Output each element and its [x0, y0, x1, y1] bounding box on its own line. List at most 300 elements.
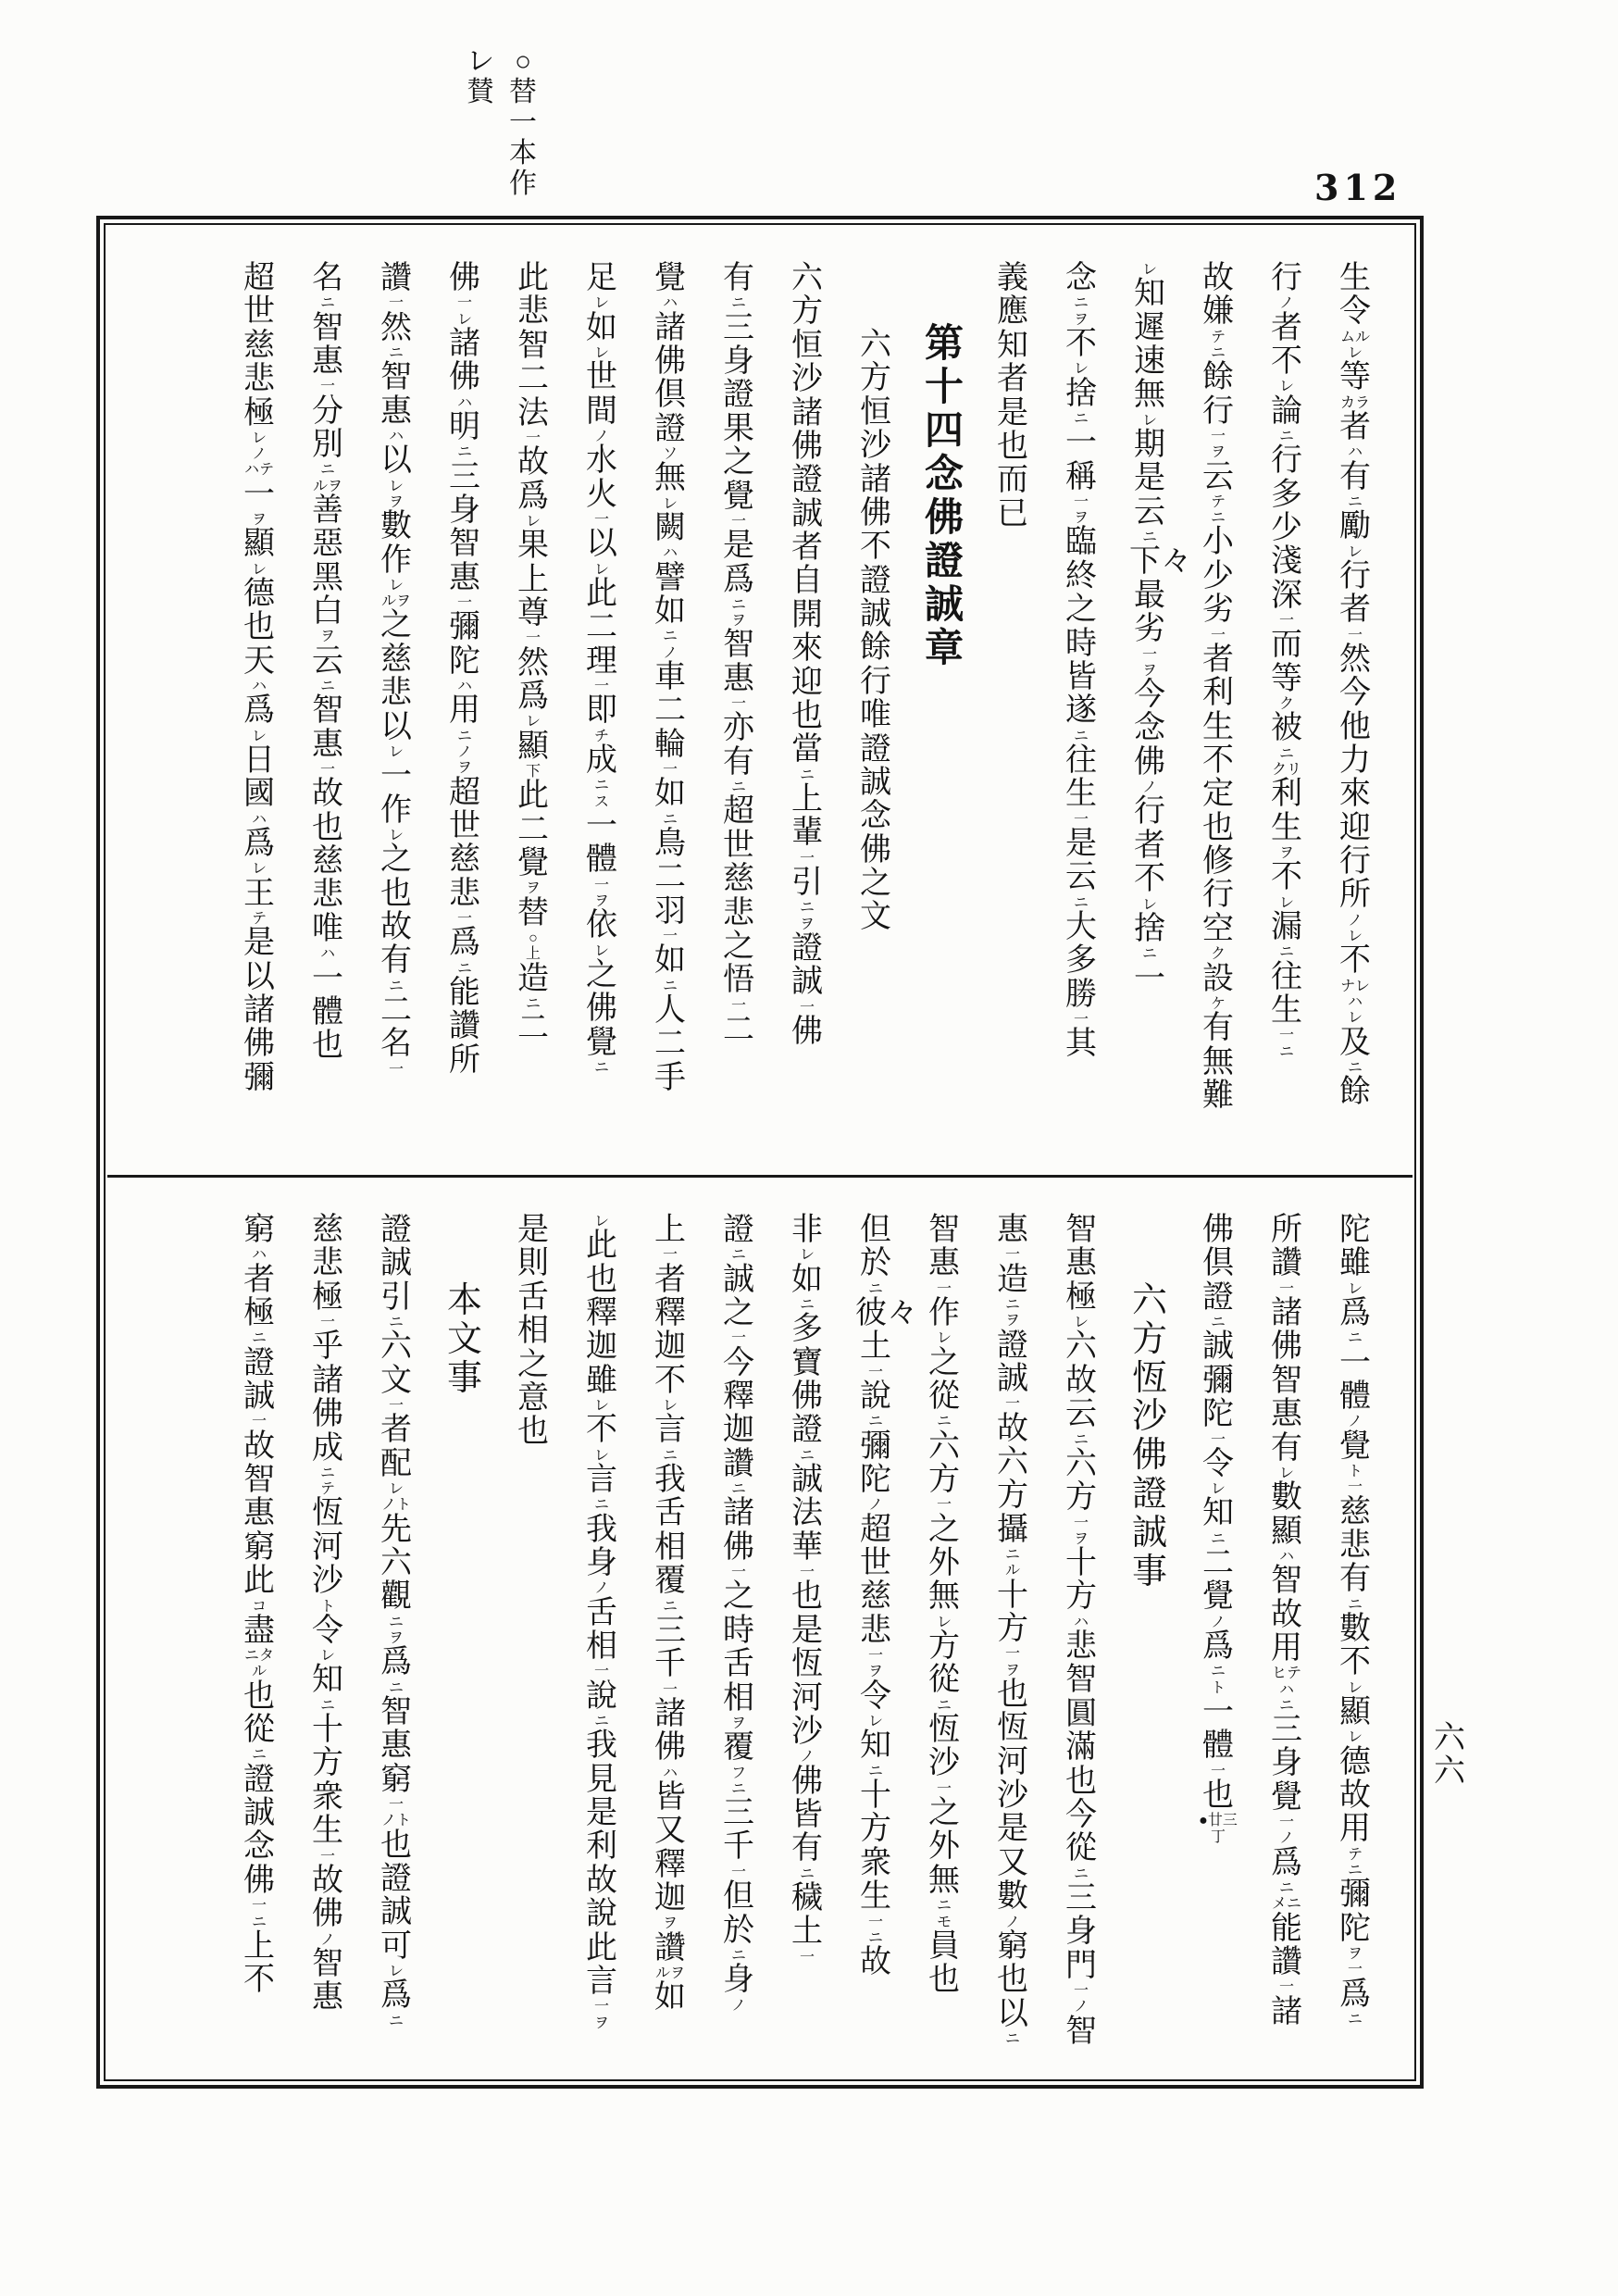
kaeriten-mark: クリ [1271, 762, 1301, 779]
kaeriten-mark: ニ [730, 780, 746, 796]
kaeriten-mark: 一 [251, 1414, 267, 1430]
kaeriten-mark: ケ [1210, 995, 1226, 1012]
kaeriten-mark: 一 [1347, 1479, 1363, 1496]
kaeriten-mark: レ [388, 743, 404, 760]
text-column: 足 レ 如 レ 世間 ノ 水火 一 以 レ 此二理 一 即 チ 成 ニ ス 一體 一 ヲ 依 レ 之佛覺 ニ [581, 262, 622, 1171]
kaeriten-mark: ニ [251, 1914, 267, 1930]
text-frame [96, 216, 1424, 2089]
kaeriten-mark: ニ [456, 444, 472, 461]
kaeriten-mark: 一 [1278, 1028, 1294, 1044]
text-column: 超世慈悲極 レ ノ ハテ 一 ヲ 顯 レ 德也天 ハ 爲 レ 日國 ハ 爲 レ 王 テ 是以諸佛彌 [239, 262, 280, 1171]
kaeriten-mark: レ [1347, 1010, 1363, 1027]
kaeriten-mark: 一 [1073, 1983, 1089, 2000]
kaeriten-mark: 一 [319, 1848, 335, 1865]
text-column: 六方恒沙諸佛證誠者自開來迎也當 ニ 上輩 一 引 ニ ヲ 證誠 一 佛 [787, 262, 828, 1171]
kaeriten-mark: 一 [1073, 1515, 1089, 1531]
kaeriten-mark: 一 [730, 513, 746, 530]
kaeriten-mark: 一 [662, 1247, 678, 1264]
kaeriten-mark: 一 [593, 1999, 609, 2015]
kaeriten-mark: 一 [525, 430, 541, 446]
kaeriten-mark: ニ [388, 1315, 404, 1331]
kaeriten-mark: ハ [456, 394, 472, 411]
kaeriten-mark: レ [593, 561, 609, 578]
kaeriten-mark: ニ [1073, 295, 1089, 312]
kaeriten-mark: レ [593, 1447, 609, 1464]
kaeriten-mark: フ [730, 1765, 746, 1781]
kaeriten-mark: ニ [662, 978, 678, 994]
kaeriten-mark: ニ [799, 1447, 815, 1464]
kaeriten-mark: ニ [388, 978, 404, 994]
kaeriten-mark: 一 [1278, 613, 1294, 630]
kaeriten-mark: ニ [1073, 728, 1089, 744]
kaeriten-mark: ノ [593, 429, 609, 445]
text-column: 行 ノ 者不 レ 論 ニ 行多少淺深 一 而等 ク 被 ニ クリ 利生 ヲ 不 レ 漏 ニ 往生 一 ニ [1266, 262, 1307, 1171]
kaeriten-mark: ハ [1347, 444, 1363, 461]
kaeriten-mark: ハ [251, 1247, 267, 1264]
kaeriten-mark: ニ [662, 811, 678, 828]
kaeriten-mark: ハ [251, 811, 267, 828]
kaeriten-mark: ノ [1347, 1414, 1363, 1430]
kaeriten-mark: ニ [1141, 530, 1157, 546]
kaeriten-mark: ノ [319, 1931, 335, 1948]
kaeriten-mark: 一 [867, 1914, 883, 1930]
kaeriten-mark: ニ [662, 1447, 678, 1464]
text-column: 念 ニ ヲ 不 レ 捨 ニ 一稱 一 ヲ 臨終之時皆遂 ニ 往生 一 是云 ニ 大多勝 一 其 [1061, 262, 1101, 1171]
kaeriten-mark: レ [593, 1398, 609, 1415]
kaeriten-mark: ニ [319, 1465, 335, 1481]
kaeriten-mark: ニ [1004, 2030, 1020, 2047]
text-column: 智惠極 レ 六故云 ニ 六方 一 ヲ 十方 ハ 悲智圓滿也今從 ニ 三身門 一 ノ 智 [1061, 1214, 1101, 2080]
text-column: 生令 ムル レ 等 カラ 者 ハ 有 ニ 勵 レ 行者 一 然今他力來迎行所 ノ レ 不 ナレハ レ 及 ニ 餘 [1335, 262, 1375, 1171]
kaeriten-mark: レ [1278, 1465, 1294, 1481]
kaeriten-mark: レ [662, 495, 678, 512]
kaeriten-mark: 一 [388, 295, 404, 312]
text-column: 但於 ニ 彼々土 一 說 ニ 彌陀 ノ 超世慈悲 一 ヲ 令 レ 知 ニ 十方衆生 一 ニ 故 [855, 1213, 918, 1980]
kaeriten-mark: ニ [388, 1614, 404, 1630]
kaeriten-mark: ヲ [1073, 510, 1089, 527]
kaeriten-mark: ニ [388, 345, 404, 362]
kaeriten-mark: ク [1210, 946, 1226, 963]
kaeriten-mark: ナレハ [1340, 978, 1370, 1011]
lower-text-block [115, 1182, 1405, 2080]
kaeriten-mark: レ [525, 513, 541, 530]
text-column: 上 一 者釋迦不 レ 言 ニ 我舌相覆 ニ 三千 一 諸佛 ハ 皆又釋迦 ヲ 讚 ルヲ 如 [650, 1214, 691, 2080]
text-column: 是則舌相之意也 [517, 1213, 549, 1450]
kaeriten-mark: 一 [1278, 1280, 1294, 1297]
text-column: 覺 ハ 諸佛倶證 ソ 無 レ 闕 ハ 譬如 ニ ノ 車二輪 一 如 ニ 鳥二羽 一 如 ニ 人二手 [650, 262, 691, 1171]
kaeriten-mark: ト [1347, 1464, 1363, 1480]
kaeriten-mark: 一 [867, 1648, 883, 1665]
kaeriten-mark: ニ [1278, 1697, 1294, 1714]
kaeriten-mark: テ [1210, 329, 1226, 345]
text-column: 慈悲極 一 乎諸佛成 ニ テ 恆河沙 ト 令 レ 知 ニ 十方衆生 一 故佛 ノ 智惠 [307, 1214, 348, 2080]
kaeriten-mark: ソ [662, 446, 678, 463]
kaeriten-mark: レ [388, 577, 404, 593]
kaeriten-mark: 一 [1210, 1763, 1226, 1779]
kaeriten-mark: ニ [251, 1747, 267, 1764]
kaeriten-mark: ニ [936, 1898, 952, 1915]
kaeriten-mark: ヲ [1210, 444, 1226, 461]
kaeriten-mark: 一 [936, 1497, 952, 1514]
kaeriten-mark: ノ [456, 743, 472, 760]
kaeriten-mark: ニ [1073, 1866, 1089, 1882]
kaeriten-mark: ヲ [730, 613, 746, 630]
kaeriten-mark: ニ [593, 1714, 609, 1730]
text-column: 讚 一 然 ニ 智惠 ハ 以 レ ヲ 數作 レ ルヲ 之慈悲以 レ 一作 レ 之也故有 ニ 二名 一 [376, 262, 417, 1171]
kaeriten-mark: 一 [799, 1949, 815, 1965]
kaeriten-mark: ハテ [243, 462, 274, 479]
kaeriten-mark: レ [251, 561, 267, 578]
kaeriten-mark: 一 [1073, 1012, 1089, 1029]
kaeriten-mark: レ [1347, 1280, 1363, 1297]
kaeriten-mark: ニ [730, 596, 746, 613]
kaeriten-mark: ハ [1073, 1614, 1089, 1630]
kaeriten-mark: ヲ [388, 493, 404, 510]
text-column: 智惠 一 作 レ 之從 ニ 六方 一 之外無 レ 方從 ニ 恆沙 一 之外無 ニ モ 員也 [924, 1214, 965, 2080]
kaeriten-mark: ニ [1347, 1059, 1363, 1076]
kaeriten-mark: レ [1278, 379, 1294, 395]
kaeriten-mark: レ [593, 295, 609, 312]
kaeriten-mark: ニ [593, 778, 609, 794]
text-column: レ 此也釋迦雖 レ 不 レ 言 ニ 我身 ノ 舌相 一 說 ニ 我見是利故說此言 一 ヲ [581, 1214, 622, 2080]
kaeriten-mark: ニ [867, 1280, 883, 1297]
kaeriten-mark: ヲ [251, 512, 267, 529]
kaeriten-mark: 一 [593, 1664, 609, 1680]
kaeriten-mark: ノ [251, 446, 267, 463]
kaeriten-mark: 一 [799, 850, 815, 867]
kaeriten-mark: 一 [593, 877, 609, 893]
kaeriten-mark: コ [251, 1598, 267, 1615]
kaeriten-mark: ニ [319, 1697, 335, 1714]
kaeriten-mark: レ [1141, 262, 1157, 278]
kaeriten-mark: ノ [1347, 912, 1363, 929]
kaeriten-mark: ハ [251, 679, 267, 695]
kaeriten-mark: レ [799, 1247, 815, 1264]
kaeriten-mark: レ [593, 345, 609, 362]
kaeriten-mark: 一 [1210, 429, 1226, 445]
kaeriten-mark: 下 [525, 763, 541, 780]
kaeriten-mark: 一 [525, 630, 541, 647]
text-column: 此悲智二法 一 故爲 レ 果上尊 一 然爲 レ 顯 下 此二覺 ヲ 替 ○ 上 造 ニ 二 [513, 262, 554, 1171]
text-column: 有 ニ 三身證果之覺 一 是爲 ニ ヲ 智惠 一 亦有 ニ 超世慈悲之悟 一 二 [718, 262, 759, 1171]
text-column: 惠 一 造 ニ ヲ 證誠 一 故六方攝 ニ ル 十方 一 ヲ 也恆河沙是又數 ノ 窮也以 ニ [992, 1214, 1033, 2080]
kaeriten-mark: 一 [1278, 1815, 1294, 1831]
kaeriten-mark: レ [319, 1648, 335, 1665]
kaeriten-mark: ニ [1073, 1431, 1089, 1448]
kaeriten-mark: レ [1347, 1679, 1363, 1696]
kaeriten-mark: ハ [388, 429, 404, 445]
kaeriten-mark: ニ [319, 295, 335, 312]
kaeriten-mark: ル [1004, 1563, 1020, 1579]
kaeriten-mark: ニ [388, 1679, 404, 1696]
kaeriten-mark: チ [593, 728, 609, 744]
kaeriten-mark: レ [1347, 929, 1363, 945]
kaeriten-mark: ト [1210, 1679, 1226, 1696]
kaeriten-mark: 一 [730, 1565, 746, 1581]
kaeriten-mark: ニ [1278, 1043, 1294, 1060]
kaeriten-mark: レ [936, 1330, 952, 1347]
kaeriten-mark: ヲ [1004, 1662, 1020, 1678]
kaeriten-mark: ノ [730, 1997, 746, 2014]
kaeriten-mark: ノ [1073, 1999, 1089, 2015]
kaeriten-mark: ニ [1347, 493, 1363, 510]
kaeriten-mark: ヲ [593, 2015, 609, 2031]
kaeriten-mark: 一 [662, 1681, 678, 1698]
kaeriten-mark: ノ [1278, 295, 1294, 312]
kaeriten-mark: 一 [319, 762, 335, 779]
kaeriten-mark: ク [1278, 696, 1294, 713]
kaeriten-mark: ニ [456, 960, 472, 977]
kaeriten-mark: 一 [1210, 1431, 1226, 1448]
kaeriten-mark: ノ [1004, 1914, 1020, 1930]
kaeriten-mark: ニ [936, 1697, 952, 1714]
kaeriten-mark: テ [251, 911, 267, 928]
kaeriten-mark: 一 [1347, 1962, 1363, 1978]
kaeriten-mark: テ [1210, 493, 1226, 510]
kaeriten-mark: ニ [1210, 510, 1226, 527]
kaeriten-mark: ニ [1004, 1547, 1020, 1564]
collation-note-right-column: ○替一本作 [509, 46, 537, 199]
kaeriten-mark: ニ [319, 462, 335, 479]
text-column: 窮 ハ 者極 ニ 證誠 一 故智惠窮此 コ 盡 ニタル 也從 ニ 證誠念佛 一 ニ 上不 [239, 1214, 280, 2080]
kaeriten-mark: レ [251, 861, 267, 878]
kaeriten-mark: ニ [1278, 1880, 1294, 1897]
text-column: 證誠引 ニ 六文 一 者配 レ ノト 先六觀 ニ ヲ 爲 ニ 智惠窮 一 ノト 也證誠可 レ 爲 ニ [376, 1214, 417, 2080]
kaeriten-mark: 一 [388, 1398, 404, 1415]
kaeriten-mark: ノ [867, 1497, 883, 1514]
kaeriten-mark: レ [1210, 1481, 1226, 1498]
kaeriten-mark: ニ [662, 629, 678, 645]
kaeriten-mark: 一 [1073, 493, 1089, 510]
kaeriten-mark: 一 [1004, 1396, 1020, 1413]
kaeriten-mark: レ [388, 1481, 404, 1498]
text-column: 證 ニ 誠之 一 今釋迦讚 ニ 諸佛 一 之時舌相 ヲ 覆 フ ニ 三千 一 但於 ニ 身 ノ [718, 1214, 759, 2080]
kaeriten-mark: ルヲ [654, 1965, 685, 1981]
kaeriten-mark: ニ [251, 1330, 267, 1347]
kaeriten-mark: 一 [936, 1780, 952, 1797]
kaeriten-mark: ニ [388, 2013, 404, 2029]
kaeriten-mark: 一 [1073, 811, 1089, 828]
kaeriten-mark: ニ [1278, 944, 1294, 961]
kaeriten-mark: ノ [662, 644, 678, 661]
kaeriten-mark: レ [1278, 894, 1294, 911]
text-column: 非 レ 如 ニ 多寶佛證 ニ 誠法華 一 也是恆河沙 ノ 佛皆有 ニ 穢土 一 [787, 1214, 828, 2080]
kaeriten-mark: ニ [730, 1247, 746, 1264]
kaeriten-mark: ニ [456, 728, 472, 744]
kaeriten-mark: 一 [1278, 1979, 1294, 1996]
text-column: 義應知者是也而已 [997, 261, 1028, 531]
kaeriten-mark: レ [467, 46, 494, 77]
kaeriten-mark: 一 [1210, 627, 1226, 643]
kaeriten-mark: 一 [388, 1797, 404, 1814]
header-collation-note [454, 46, 541, 199]
kaeriten-mark: 一 [1141, 646, 1157, 663]
kaeriten-mark: 上 [525, 946, 541, 963]
kaeriten-mark: ニ [799, 1866, 815, 1882]
text-column: 六方恆沙佛證誠事 [1131, 1281, 1167, 1591]
kaeriten-mark: ノ [593, 1580, 609, 1597]
kaeriten-mark: ニ [1347, 1863, 1363, 1879]
kaeriten-mark: 一 [799, 999, 815, 1016]
kaeriten-mark: ノ [1141, 780, 1157, 796]
kaeriten-mark: ノト [380, 1497, 411, 1514]
kaeriten-mark: レ [1073, 1315, 1089, 1331]
kaeriten-mark: ヲ [662, 1915, 678, 1932]
kaeriten-mark: ○ [529, 930, 538, 946]
text-column: 佛倶證 ニ 誠彌陀 一 令 レ 知 ニ 二覺 ノ 爲 ニ ト 一體 一 也 ●廿三丁 [1199, 1213, 1238, 1845]
kaeriten-mark: ハ [662, 1765, 678, 1781]
kaeriten-mark: ルヲ [380, 593, 411, 610]
kaeriten-mark: ニ [1278, 429, 1294, 445]
kaeriten-mark: ヲ [1073, 311, 1089, 328]
kaeriten-mark: ヲ [319, 629, 335, 645]
kaeriten-mark: ヲ [1347, 1946, 1363, 1963]
text-column: レ 知遲速無 レ 期是云 ニ 下々最劣 一 ヲ 今念佛 ノ 行者不 レ 捨 ニ 一 [1129, 262, 1192, 996]
kaeriten-mark: ルヲ [312, 478, 342, 494]
kaeriten-mark: ハ [662, 545, 678, 562]
kaeriten-mark: ハ [662, 295, 678, 312]
kaeriten-mark: ニ [1141, 946, 1157, 963]
text-column: 第十四念佛證誠章 [924, 323, 964, 671]
kaeriten-mark: ニ [1347, 1596, 1363, 1613]
kaeriten-mark: ハ [1278, 1548, 1294, 1565]
kaeriten-mark: ニ [799, 900, 815, 917]
kaeriten-mark: ニ [867, 1414, 883, 1430]
kaeriten-mark: レ [662, 1398, 678, 1415]
kaeriten-mark: ニ [1004, 1297, 1020, 1314]
kaeriten-mark: 一 [1004, 1646, 1020, 1663]
kaeriten-mark: ヲ [456, 760, 472, 777]
kaeriten-mark: テ [319, 1481, 335, 1498]
kaeriten-mark: ニ [867, 1929, 883, 1946]
kaeriten-mark: ニタル [243, 1648, 274, 1680]
kaeriten-mark: ハ [456, 679, 472, 695]
kaeriten-mark: 一 [662, 762, 678, 779]
text-column: 佛 一 レ 諸佛 ハ 明 ニ 三身智惠 一 彌陀 ハ 用 ニ ノ ヲ 超世慈悲 一 爲 ニ 能讚所 [444, 262, 485, 1171]
kaeriten-mark: ニ [867, 1763, 883, 1779]
kaeriten-mark: レ [388, 1964, 404, 1980]
kaeriten-mark: 一 [319, 379, 335, 395]
kaeriten-mark: ニ [593, 1497, 609, 1514]
kaeriten-mark: 一 [867, 1364, 883, 1380]
kaeriten-mark: ヒテハ [1271, 1666, 1301, 1698]
page-number: 312 [1314, 167, 1402, 208]
kaeriten-mark: 一 [456, 595, 472, 612]
kaeriten-mark: レ [1347, 1729, 1363, 1746]
kaeriten-mark: カラ [1339, 394, 1370, 411]
kaeriten-mark: ニ [662, 1598, 678, 1615]
kaeriten-mark: ●廿三丁 [1199, 1813, 1238, 1845]
kaeriten-mark: ニ [1347, 1330, 1363, 1347]
kaeriten-mark: ハ [319, 946, 335, 963]
kaeriten-mark: ニ [936, 1414, 952, 1430]
kaeriten-mark: テ [1347, 1846, 1363, 1863]
kaeriten-mark: 一 [799, 1565, 815, 1581]
kaeriten-mark: レ [1347, 543, 1363, 560]
kaeriten-mark: 一 [388, 1061, 404, 1078]
kaeriten-mark: ヲ [1141, 662, 1157, 679]
kaeriten-mark: 一 [662, 929, 678, 945]
kaeriten-mark: レ [1141, 412, 1157, 429]
kaeriten-mark: 一 [730, 997, 746, 1014]
kaeriten-mark: 一 [456, 295, 472, 312]
kaeriten-mark: レ [867, 1714, 883, 1730]
collation-note-left-column: レ賛 [467, 46, 494, 107]
kaeriten-mark: ニ [799, 767, 815, 783]
kaeriten-mark: 一 [730, 1330, 746, 1347]
kaeriten-mark: ニ [730, 295, 746, 312]
kaeriten-mark: ノト [380, 1813, 411, 1829]
kaeriten-mark: レ [1141, 896, 1157, 913]
kaeriten-mark: ニ [1073, 410, 1089, 427]
kaeriten-mark: ニ [593, 1059, 609, 1076]
margin-folio-label: 六六 [1434, 1721, 1465, 1789]
kaeriten-mark: ノ [799, 1749, 815, 1766]
kaeriten-mark: 一 [1004, 1247, 1020, 1264]
kaeriten-mark: レ [936, 1614, 952, 1630]
kaeriten-mark: レ [456, 311, 472, 328]
kaeriten-mark: モ [936, 1914, 952, 1930]
kaeriten-mark: ニ [1210, 345, 1226, 362]
text-column: 六方恒沙諸佛不證誠餘行唯證誠念佛之文 [860, 328, 891, 935]
kaeriten-mark: レ [1347, 345, 1363, 362]
kaeriten-mark: レ [388, 478, 404, 494]
kaeriten-mark: 一 [251, 1898, 267, 1915]
kaeriten-mark: ニ [1347, 2011, 1363, 2028]
kaeriten-mark: ヲ [1278, 845, 1294, 862]
kaeriten-mark: ○ [514, 46, 532, 77]
kaeriten-mark: レ [525, 714, 541, 730]
kaeriten-mark: ヲ [867, 1664, 883, 1680]
kaeriten-mark: ス [593, 793, 609, 810]
kaeriten-mark: ヲ [1004, 1313, 1020, 1329]
text-column: 陀雖 レ 爲 ニ 一體 ノ 覺 ト 一 慈悲有 ニ 數不 レ 顯 レ 德故用 テ ニ 彌陀 ヲ 一 爲 ニ [1335, 1214, 1375, 2080]
kaeriten-mark: ノ [1210, 1614, 1226, 1630]
kaeriten-mark: ヲ [1073, 1530, 1089, 1547]
block-divider-rule [107, 1175, 1413, 1178]
text-column: 本文事 [446, 1281, 482, 1398]
kaeriten-mark: ニ [1210, 1664, 1226, 1680]
kaeriten-mark: 一 [730, 696, 746, 713]
kaeriten-mark: ノ [1278, 1830, 1294, 1847]
kaeriten-mark: レ [388, 828, 404, 843]
kaeriten-mark: ニ [799, 1297, 815, 1314]
kaeriten-mark: ヲ [799, 916, 815, 932]
kaeriten-mark: ニ [1073, 894, 1089, 911]
kaeriten-mark: 一 [936, 1280, 952, 1297]
text-column: 所讚 一 諸佛智惠有 レ 數顯 ハ 智故用 ヒテハ ニ 三身覺 一 ノ 爲 ニ メニ 能讚 一 諸 [1266, 1214, 1307, 2080]
upper-text-block [115, 227, 1405, 1171]
kaeriten-mark: ニ [730, 1947, 746, 1964]
kaeriten-mark: メニ [1271, 1896, 1301, 1913]
kaeriten-mark: ニ [730, 1481, 746, 1498]
kaeriten-mark: 一 [593, 512, 609, 529]
kaeriten-mark: ヲ [730, 1715, 746, 1731]
kaeriten-mark: ト [319, 1598, 335, 1615]
kaeriten-mark: 一 [730, 1864, 746, 1880]
kaeriten-mark: ニ [319, 679, 335, 695]
kaeriten-mark: ヲ [525, 880, 541, 897]
kaeriten-mark: ニ [730, 1780, 746, 1797]
kaeriten-mark: レ [593, 942, 609, 959]
kaeriten-mark: レ [593, 1214, 609, 1229]
kaeriten-mark: ニ [1210, 1315, 1226, 1331]
kaeriten-mark: レ [251, 728, 267, 744]
kaeriten-mark: 一 [456, 911, 472, 928]
kaeriten-mark: ヲ [388, 1630, 404, 1647]
text-column: 名 ニ 智惠 一 分別 ニ ルヲ 善惡黑白 ヲ 云 ニ 智惠 一 故也慈悲唯 ハ 一體也 [307, 262, 348, 1171]
text-column: 故嫌 テ ニ 餘行 一 ヲ 云 テ ニ 小少劣 一 者利生不定也修行空 ク 設 ケ 有無難 [1198, 262, 1238, 1171]
